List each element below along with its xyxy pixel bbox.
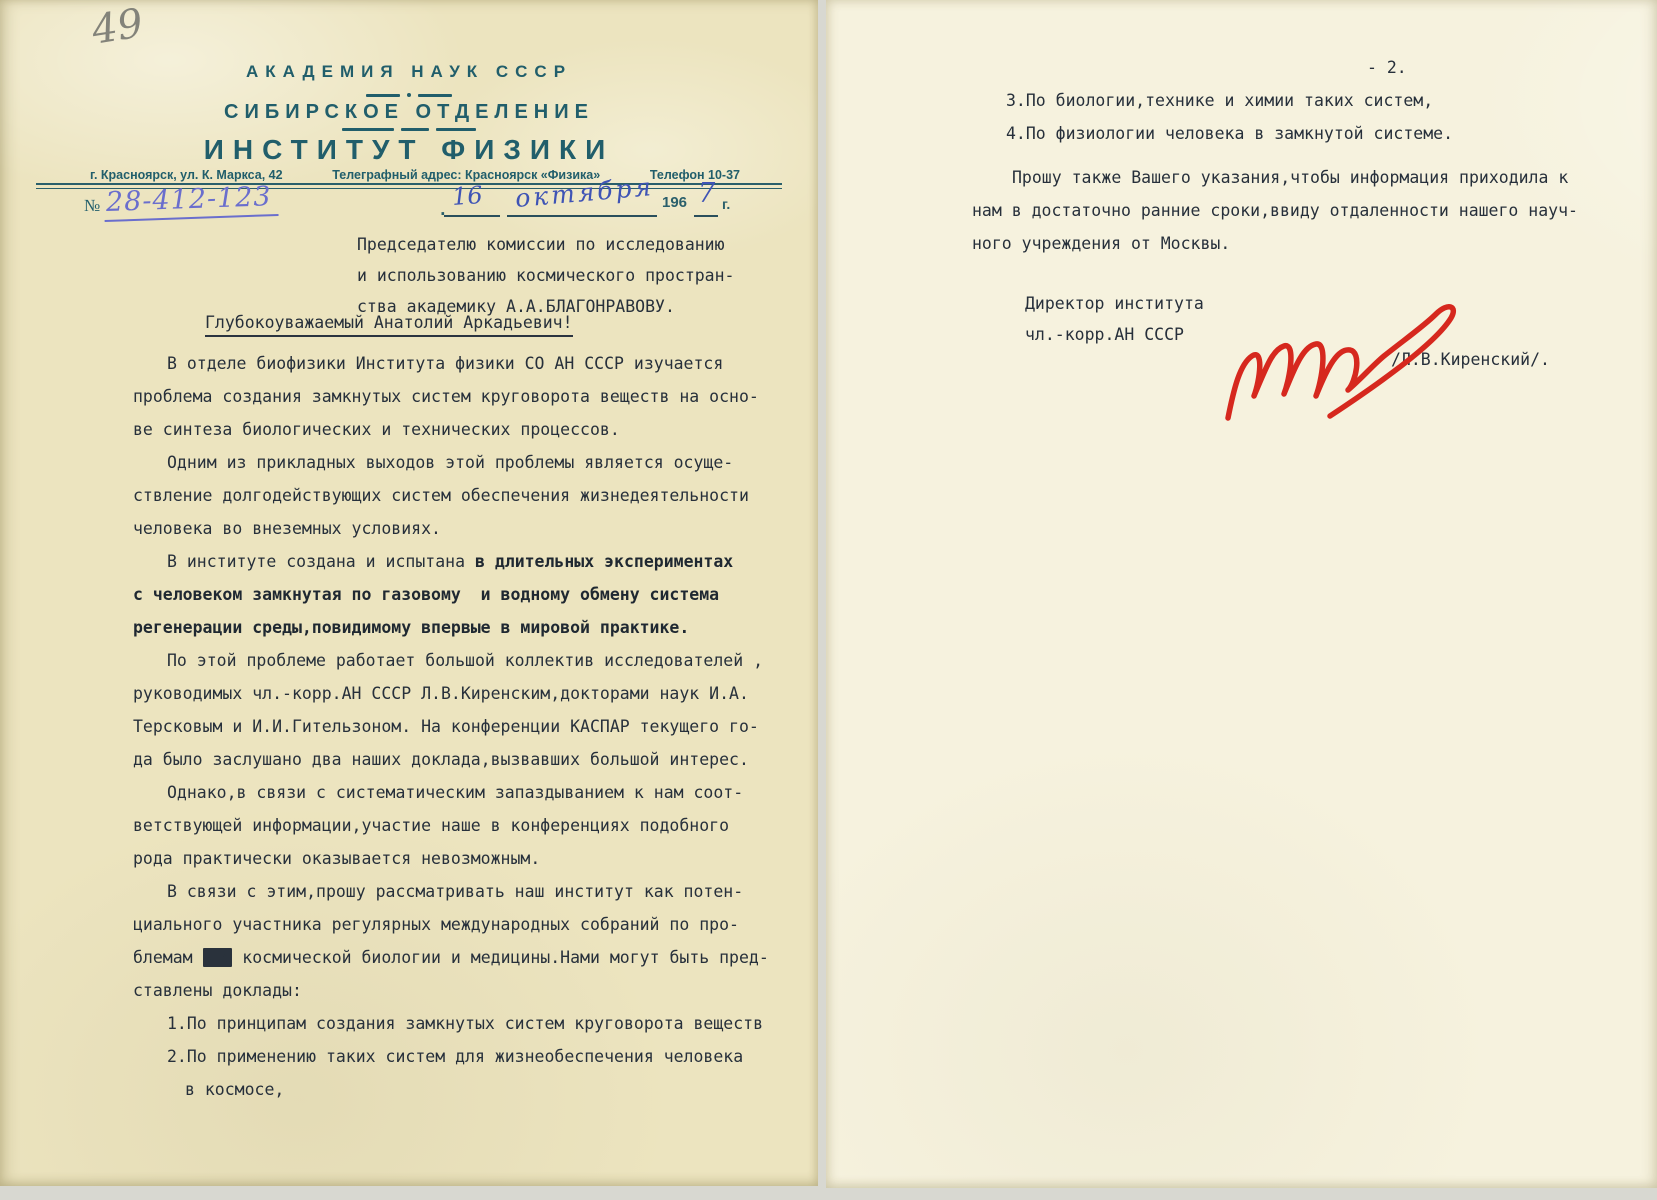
typed-line xyxy=(133,809,803,842)
divider-dash xyxy=(418,94,452,97)
typed-segment: В связи с этим,прошу рассматривать наш институт как потен- xyxy=(167,882,744,901)
divider-dash xyxy=(366,94,400,97)
typed-line xyxy=(133,413,803,446)
ref-number-handwritten: 28-412-123 xyxy=(103,181,278,222)
divider-dot xyxy=(407,93,411,97)
recipient-block xyxy=(357,229,735,322)
typed-segment: нам в достаточно ранние сроки,ввиду отдаленности нашего науч- xyxy=(972,201,1578,220)
letter-body-page-1 xyxy=(133,347,803,1106)
typed-segment: 4.По физиологии человека в замкнутой системе. xyxy=(1006,124,1454,143)
date-year-printed: 196 xyxy=(662,194,688,211)
salutation: Глубокоуважаемый Анатолий Аркадьевич! xyxy=(205,313,573,337)
typed-segment: 1.По принципам создания замкнутых систем круговорота веществ xyxy=(167,1014,764,1033)
divider-dash xyxy=(401,128,429,131)
typed-segment: ства академику А.А.БЛАГОНРАВОВУ. xyxy=(357,297,675,316)
letterhead-institute: ИНСТИТУТ ФИЗИКИ xyxy=(203,134,615,165)
letterhead-divider-2 xyxy=(0,128,818,131)
letterhead-divider-1 xyxy=(0,93,818,97)
typed-segment: проблема создания замкнутых систем круговорота веществ на осно- xyxy=(133,387,759,406)
letter-page-1 xyxy=(0,0,818,1186)
typed-line xyxy=(133,941,803,974)
date-year-suffix: г. xyxy=(722,196,731,212)
typed-segment: Терсковым и И.И.Гительзоном. На конференции КАСПАР текущего го- xyxy=(133,717,759,736)
typed-segment: блемам xyxy=(133,948,203,967)
typed-line xyxy=(972,117,1632,150)
typed-segment: ного учреждения от Москвы. xyxy=(972,234,1231,253)
signature-title-line-1: Директор института xyxy=(1025,294,1204,313)
typed-line xyxy=(972,161,1632,194)
typed-segment: Однако,в связи с систематическим запаздыванием к нам соот- xyxy=(167,783,744,802)
divider-dash xyxy=(342,128,394,131)
typed-line xyxy=(133,908,803,941)
letter-page-2 xyxy=(826,0,1657,1188)
typed-line xyxy=(133,611,803,644)
page-number: - 2. xyxy=(1367,58,1407,77)
typed-segment: ствление долгодействующих систем обеспечения жизнедеятельности xyxy=(133,486,749,505)
typed-segment: да было заслушано два наших доклада,вызвавших большой интерес. xyxy=(133,750,749,769)
typed-line xyxy=(133,644,803,677)
typed-segment: в космосе, xyxy=(185,1080,285,1099)
typed-segment: ветствующей информации,участие наше в конференциях подобного xyxy=(133,816,730,835)
date-underline xyxy=(444,215,500,217)
typed-line xyxy=(133,710,803,743)
typed-line xyxy=(133,347,803,380)
archive-number-pencil: 49 xyxy=(88,0,147,54)
typed-line xyxy=(133,479,803,512)
typed-line xyxy=(133,743,803,776)
date-month-handwritten: октября xyxy=(514,171,656,214)
ref-number-label: № xyxy=(84,196,101,215)
typed-segment: человека во внеземных условиях. xyxy=(133,519,441,538)
typed-segment: 2.По применению таких систем для жизнеобеспечения человека xyxy=(167,1047,744,1066)
date-dot: . xyxy=(438,200,448,219)
typed-line xyxy=(972,227,1632,260)
struck-out-word: вне xyxy=(202,948,233,967)
typed-segment: ставлены доклады: xyxy=(133,981,302,1000)
typed-line xyxy=(133,512,803,545)
typed-segment: рода практически оказывается невозможным. xyxy=(133,849,541,868)
typed-line xyxy=(357,229,735,260)
date-year-digit-handwritten: 7 xyxy=(698,178,716,209)
typed-segment: с человеком замкнутая по газовому и водному обмену система xyxy=(133,585,720,604)
handwritten-signature-red xyxy=(1208,286,1470,430)
date-underline xyxy=(507,215,657,217)
typed-segment: ве синтеза биологических и технических процессов. xyxy=(133,420,620,439)
typed-segment: циального участника регулярных международных собраний по про- xyxy=(133,915,739,934)
typed-segment: Прошу также Вашего указания,чтобы информация приходила к xyxy=(1012,168,1569,187)
typed-line xyxy=(133,677,803,710)
letterhead-telegraph: Телеграфный адрес: Красноярск «Физика» xyxy=(332,168,601,182)
signature-title-line-2: чл.-корр.АН СССР xyxy=(1025,325,1184,344)
letterhead-phone: Телефон 10-37 xyxy=(649,168,740,182)
letter-body-page-2 xyxy=(972,84,1632,260)
typed-segment: В отделе биофизики Института физики СО АН СССР изучается xyxy=(167,354,724,373)
typed-line xyxy=(133,545,803,578)
salutation-wrap xyxy=(205,313,573,337)
typed-segment: космической биологии и медицины.Нами могут быть пред- xyxy=(232,948,769,967)
typed-segment: Одним из прикладных выходов этой проблемы является осуще- xyxy=(167,453,734,472)
letterhead-branch: СИБИРСКОЕ ОТДЕЛЕНИЕ xyxy=(224,101,594,123)
divider-dash xyxy=(436,128,476,131)
typed-line xyxy=(133,1040,803,1073)
typed-segment: руководимых чл.-корр.АН СССР Л.В.Киренским,докторами наук И.А. xyxy=(133,684,749,703)
typed-segment: регенерации среды,повидимому впервые в мировой практике. xyxy=(133,618,690,637)
letterhead-academy: АКАДЕМИЯ НАУК СССР xyxy=(245,62,573,81)
typed-line xyxy=(133,578,803,611)
typed-line xyxy=(133,776,803,809)
date-underline xyxy=(694,215,718,217)
typed-line xyxy=(972,84,1632,117)
typed-segment: в длительных экспериментах xyxy=(474,552,734,571)
typed-segment: и использованию космического простран- xyxy=(357,266,735,285)
typed-line xyxy=(972,194,1632,227)
signature-typed-name: /Л.В.Киренский/. xyxy=(1391,350,1550,369)
date-day-handwritten: 16 xyxy=(451,180,484,212)
typed-line xyxy=(133,1073,803,1106)
typed-line xyxy=(133,875,803,908)
typed-line xyxy=(133,1007,803,1040)
letterhead-address: г. Красноярск, ул. К. Маркса, 42 xyxy=(90,168,283,182)
typed-segment: В институте создана и испытана xyxy=(167,552,475,571)
typed-segment: Председателю комиссии по исследованию xyxy=(357,235,725,254)
typed-segment: 3.По биологии,технике и химии таких систем, xyxy=(1006,91,1434,110)
typed-line xyxy=(357,260,735,291)
typed-segment: По этой проблеме работает большой коллектив исследователей , xyxy=(167,651,764,670)
typed-line xyxy=(133,446,803,479)
typed-line xyxy=(133,974,803,1007)
typed-line xyxy=(133,380,803,413)
typed-line xyxy=(133,842,803,875)
